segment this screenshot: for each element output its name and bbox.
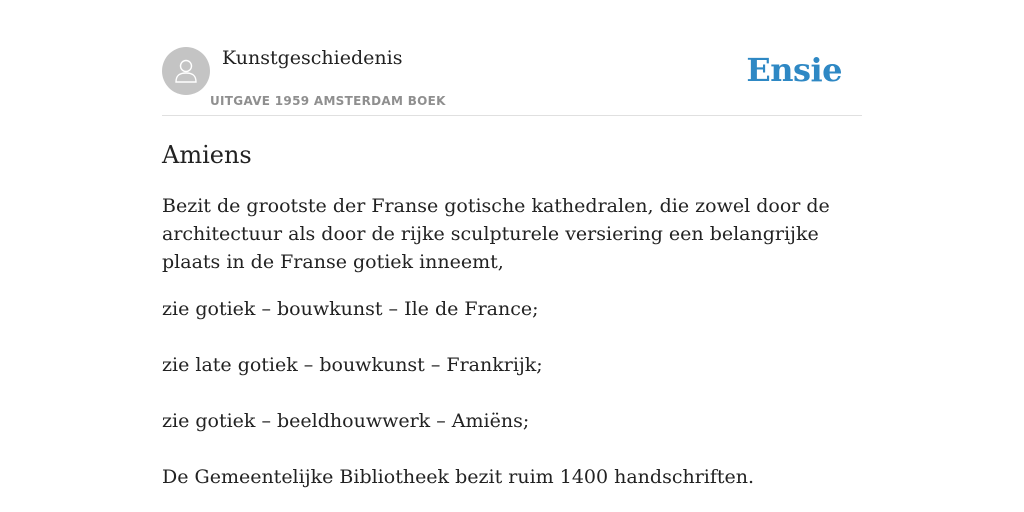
library-note: De Gemeentelijke Bibliotheek bezit ruim 1400 handschriften. xyxy=(162,466,755,488)
article-header xyxy=(162,0,862,116)
reference-line: zie gotiek – beeldhouwwerk – Amiëns; xyxy=(162,410,530,432)
ensie-logo[interactable]: Ensie xyxy=(746,51,842,89)
source-label: UITGAVE 1959 AMSTERDAM BOEK xyxy=(210,94,446,108)
author-name[interactable]: Kunstgeschiedenis xyxy=(222,47,403,69)
page-container xyxy=(162,0,862,512)
user-icon xyxy=(171,56,201,86)
author-avatar[interactable] xyxy=(162,47,210,95)
article-title: Amiens xyxy=(162,141,252,169)
reference-line: zie late gotiek – bouwkunst – Frankrijk; xyxy=(162,354,543,376)
reference-line: zie gotiek – bouwkunst – Ile de France; xyxy=(162,298,539,320)
article-intro: Bezit de grootste der Franse gotische kathedralen, die zowel door de architectuur als door de rijke sculpturele versiering een belangrijke plaats in de Franse gotiek inneemt, xyxy=(162,195,830,273)
